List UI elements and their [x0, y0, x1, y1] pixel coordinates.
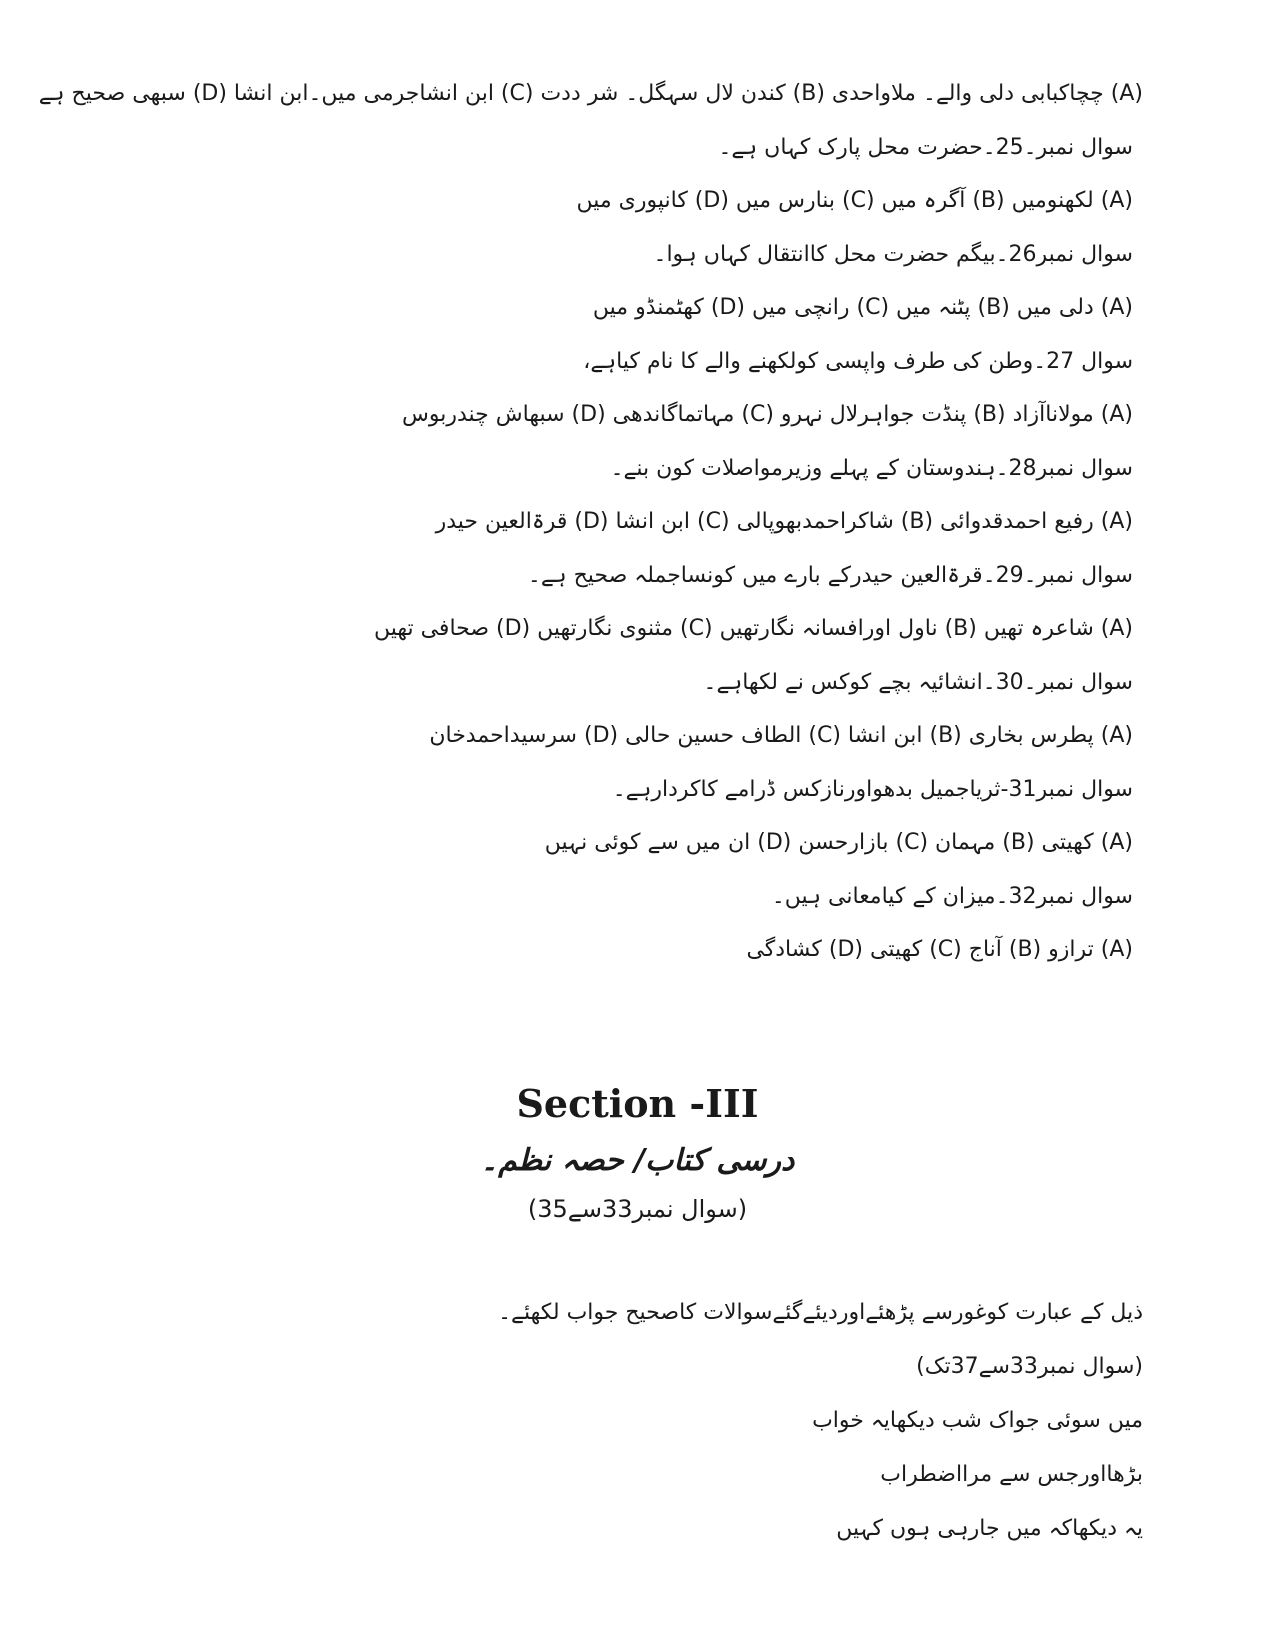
question-25: سوال نمبر۔25۔حضرت محل پارک کہاں ہے۔: [718, 135, 1133, 160]
passage-instruction: ذیل کے عبارت کوغورسے پڑھئےاوردیئےگئےسوالات کاصحیح جواب لکھئے۔: [498, 1300, 1143, 1325]
answer-options-30: (A) پطرس بخاری (B) ابن انشا (C) الطاف حسین حالی (D) سرسیداحمدخان: [429, 723, 1133, 748]
question-27: سوال 27۔وطن کی طرف واپسی کولکھنے والے کا نام کیاہے،: [583, 349, 1133, 374]
verse-line-2: بڑھااورجس سے مرااضطراب: [880, 1462, 1143, 1487]
answer-options-24: (A) چچاکبابی دلی والے۔ ملاواحدی (B) کندن لال سہگل۔ شر ددت (C) ابن انشاجرمی میں۔ابن انشا (D) سبھی صحیح ہے: [38, 81, 1143, 106]
answer-options-26: (A) دلی میں (B) پٹنہ میں (C) رانچی میں (D) کھٹمنڈو میں: [592, 295, 1133, 320]
question-32: سوال نمبر32۔میزان کے کیامعانی ہیں۔: [771, 884, 1133, 909]
answer-options-29: (A) شاعرہ تھیں (B) ناول اورافسانہ نگارتھیں (C) مثنوی نگارتھیں (D) صحافی تھیں: [373, 616, 1133, 641]
verse-line-3: یہ دیکھاکہ میں جارہی ہوں کہیں: [836, 1516, 1143, 1541]
answer-options-31: (A) کھیتی (B) مہمان (C) بازارحسن (D) ان میں سے کوئی نہیں: [544, 830, 1133, 855]
section-title: Section -III: [516, 1081, 759, 1126]
section-question-range: (سوال نمبر33سے35): [527, 1195, 748, 1223]
question-26: سوال نمبر26۔بیگم حضرت محل کاانتقال کہاں ہوا۔: [653, 242, 1133, 267]
passage-question-range: (سوال نمبر33سے37تک): [916, 1354, 1143, 1379]
question-31: سوال نمبر31-ثریاجمیل بدھواورنازکس ڈرامے کاکردارہے۔: [612, 777, 1133, 802]
answer-options-27: (A) مولاناآزاد (B) پنڈت جواہرلال نہرو (C) مہاتماگاندھی (D) سبھاش چندربوس: [402, 402, 1133, 427]
question-29: سوال نمبر۔29۔قرۃالعین حیدرکے بارے میں کونساجملہ صحیح ہے۔: [527, 563, 1133, 588]
answer-options-32: (A) ترازو (B) آناج (C) کھیتی (D) کشادگی: [746, 937, 1133, 962]
answer-options-25: (A) لکھنومیں (B) آگرہ میں (C) بنارس میں (D) کانپوری میں: [576, 188, 1133, 213]
question-30: سوال نمبر۔30۔انشائیہ بچے کوکس نے لکھاہے۔: [703, 670, 1133, 695]
question-28: سوال نمبر28۔ہندوستان کے پہلے وزیرمواصلات کون بنے۔: [610, 456, 1133, 481]
answer-options-28: (A) رفیع احمدقدوائی (B) شاکراحمدبھوپالی (C) ابن انشا (D) قرۃالعین حیدر: [435, 509, 1133, 534]
section-subtitle: درسی کتاب/ حصہ نظم۔: [480, 1143, 795, 1178]
verse-line-1: میں سوئی جواک شب دیکھایہ خواب: [812, 1408, 1143, 1433]
